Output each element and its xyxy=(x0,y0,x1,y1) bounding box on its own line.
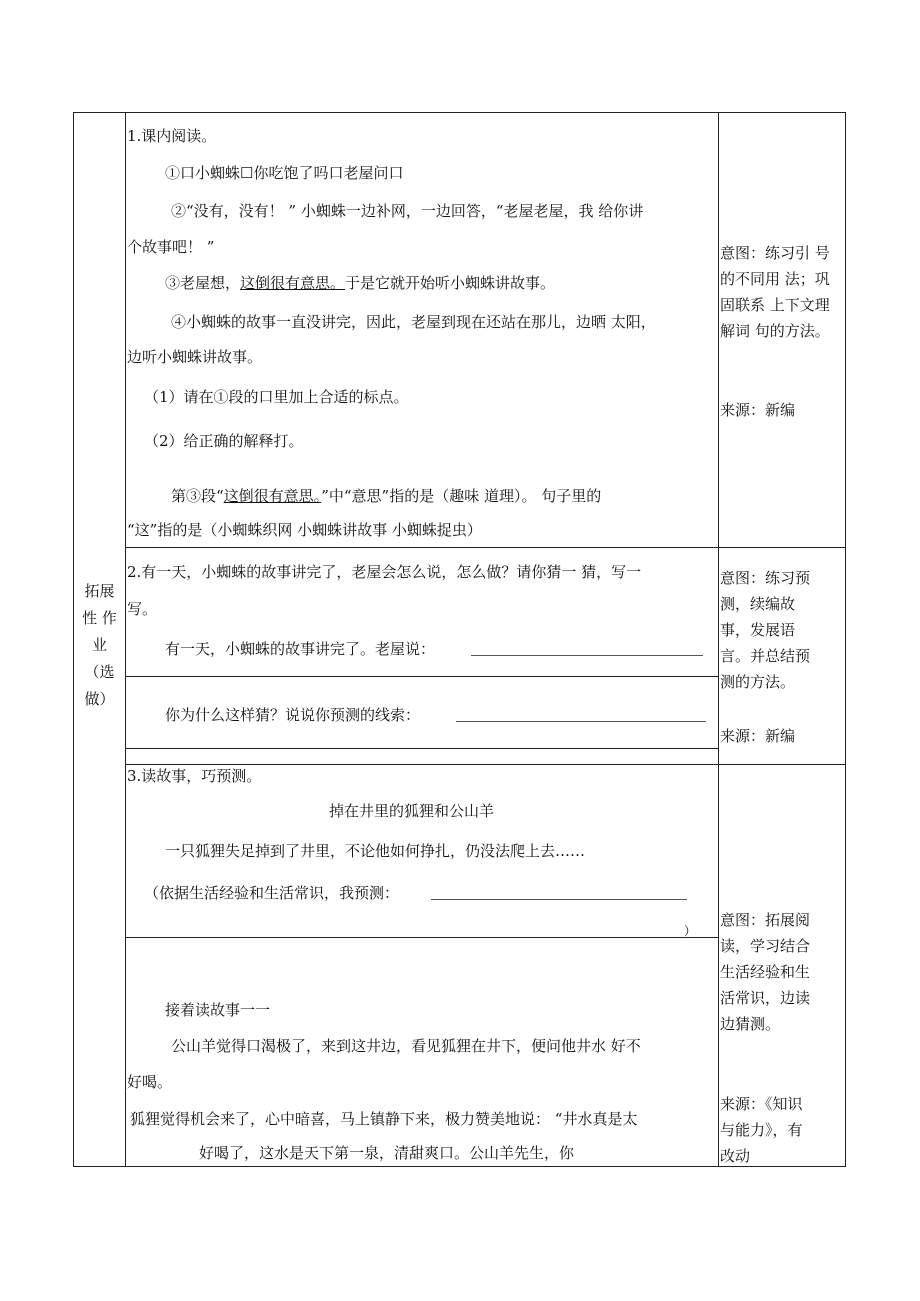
story-paragraph-3: 狐狸觉得机会来了，心中暗喜，马上镇静下来，极力赞美地说： “井水真是太 xyxy=(130,1110,638,1128)
row-divider xyxy=(125,764,845,765)
worksheet-table xyxy=(73,112,846,1167)
text: 第③段“ xyxy=(171,487,224,505)
q2-intent-line: 事，发展语 xyxy=(720,621,796,639)
answer-blank[interactable] xyxy=(456,721,706,722)
q1-subquestion-2: （2）给正确的解释打。 xyxy=(144,432,304,450)
story-paragraph-2: 公山羊觉得口渴极了，来到这井边，看见狐狸在井下，便问他井水 好不 xyxy=(171,1037,641,1055)
q3-source: 与能力》，有 xyxy=(720,1121,803,1139)
text: ”中“意思”指的是（趣味 道理）。 句子里的 xyxy=(321,487,602,505)
q1-source: 来源：新编 xyxy=(720,401,796,419)
q2-title-cont: 写。 xyxy=(127,600,158,618)
continue-reading-label: 接着读故事一一 xyxy=(165,1001,271,1019)
q3-intent-line: 读，学习结合 xyxy=(720,937,811,955)
q2-source: 来源：新编 xyxy=(720,727,796,745)
q1-intent-line: 固联系 上下文理 xyxy=(720,296,830,314)
q1-choice-1 xyxy=(171,486,601,506)
story-paragraph-1: 一只狐狸失足掉到了井里，不论他如何挣扎，仍没法爬上去…… xyxy=(165,842,586,860)
q1-subquestion-1: （1）请在①段的口里加上合适的标点。 xyxy=(144,388,409,406)
q3-source: 改动 xyxy=(720,1147,751,1165)
row-label-line: 拓展 xyxy=(84,582,115,600)
story-paragraph-3-cont: 好喝了，这水是天下第一泉，清甜爽口。公山羊先生，你 xyxy=(199,1144,575,1162)
q1-paragraph-2-cont: 个故事吧！ ” xyxy=(127,238,215,256)
q1-paragraph-2: ②“没有，没有！ ” 小蜘蛛一边补网，一边回答，“老屋老屋，我 给你讲 xyxy=(171,202,644,220)
row-divider xyxy=(125,937,718,938)
text: ③老屋想， xyxy=(165,274,241,292)
column-divider xyxy=(718,113,719,1166)
q3-intent-line: 活常识，边读 xyxy=(720,989,811,1007)
row-divider xyxy=(125,547,845,548)
q3-intent-line: 边猜测。 xyxy=(720,1015,781,1033)
answer-blank[interactable] xyxy=(431,899,687,900)
q2-answer-prompt: 有一天，小蜘蛛的故事讲完了。老屋说： xyxy=(165,640,436,658)
q1-paragraph-4: ④小蜘蛛的故事一直没讲完，因此，老屋到现在还站在那儿，边晒 太阳， xyxy=(171,313,656,331)
closing-parenthesis: ） xyxy=(684,924,697,938)
row-label-line: 业 xyxy=(91,636,107,654)
text: 于是它就开始听小蜘蛛讲故事。 xyxy=(345,274,556,292)
row-label-line: 性 作 xyxy=(82,609,117,627)
q1-intent-line: 的不同用 法；巩 xyxy=(720,270,830,288)
q1-intent-line: 意图：练习引 号 xyxy=(720,244,830,262)
q3-title: 3.读故事，巧预测。 xyxy=(127,767,262,785)
answer-blank[interactable] xyxy=(471,655,703,656)
q3-prediction-prompt: （依据生活经验和生活常识，我预测： xyxy=(144,884,400,902)
q2-clue-prompt: 你为什么这样猜？说说你预测的线索： xyxy=(165,706,421,724)
row-divider xyxy=(125,748,718,749)
q2-intent-line: 言。并总结预 xyxy=(720,647,811,665)
q1-paragraph-1: ①口小蜘蛛☐你吃饱了吗口老屋问口 xyxy=(165,164,404,182)
q2-intent-line: 测的方法。 xyxy=(720,673,796,691)
underlined-text: 这倒很有意思。 xyxy=(223,487,322,505)
row-label-line: （选 xyxy=(84,663,115,681)
q3-intent-line: 意图：拓展阅 xyxy=(720,911,811,929)
row-divider xyxy=(125,676,718,677)
q2-intent-line: 意图：练习预 xyxy=(720,569,811,587)
row-label-line: 做） xyxy=(84,690,115,708)
q1-paragraph-4-cont: 边听小蜘蛛讲故事。 xyxy=(127,348,263,366)
column-divider xyxy=(125,113,126,1166)
q3-source: 来源：《知识 xyxy=(720,1095,803,1113)
story-title: 掉在井里的狐狸和公山羊 xyxy=(329,802,495,820)
q1-title: 1.课内阅读。 xyxy=(127,127,217,145)
story-paragraph-2-cont: 好喝。 xyxy=(127,1073,173,1091)
q2-intent-line: 测，续编故 xyxy=(720,595,796,613)
q1-choice-2: “这”指的是（小蜘蛛织网 小蜘蛛讲故事 小蜘蛛捉虫） xyxy=(127,521,482,539)
q1-intent-line: 解词 句的方法。 xyxy=(720,322,830,340)
q1-paragraph-3 xyxy=(165,273,555,293)
q2-title: 2.有一天，小蜘蛛的故事讲完了，老屋会怎么说，怎么做？请你猜一 猜，写一 xyxy=(127,563,642,581)
q3-intent-line: 生活经验和生 xyxy=(720,963,811,981)
underlined-text: 这倒很有意思。 xyxy=(240,274,346,292)
